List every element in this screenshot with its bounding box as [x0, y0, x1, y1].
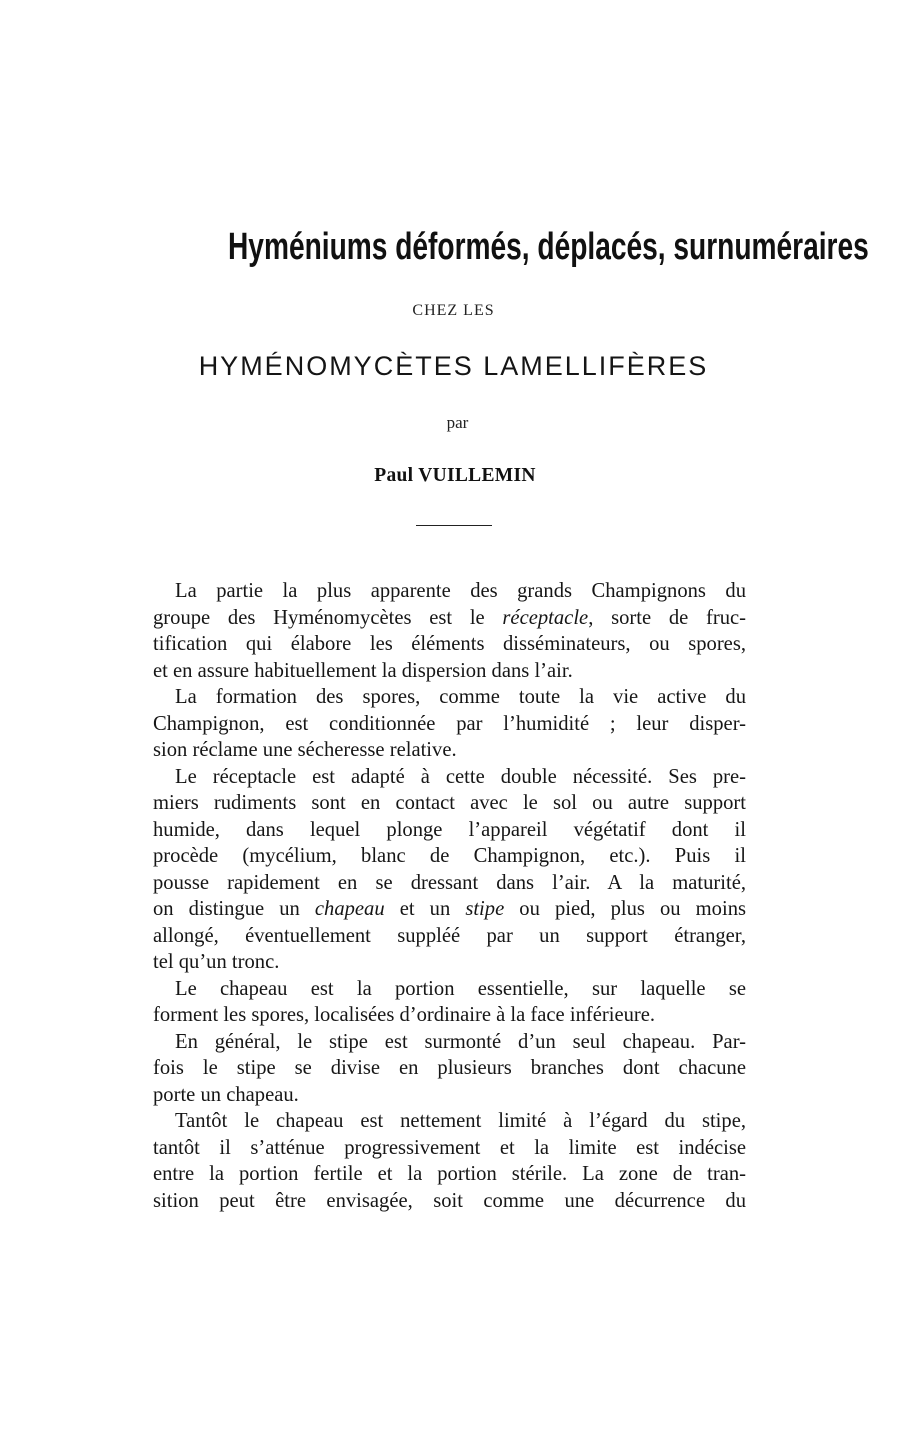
author-name: Paul VUILLEMIN [374, 465, 536, 486]
text-line: En général, le stipe est surmonté d’un seul chapeau. Par- [175, 1030, 746, 1053]
title-separator-rule [416, 525, 492, 526]
text-line: La formation des spores, comme toute la vie active du [175, 686, 746, 708]
text-line: Le chapeau est la portion essentielle, sur laquelle se [175, 977, 746, 1000]
text-line: pousse rapidement en se dressant dans l’air. A la maturité, [153, 871, 746, 894]
text-line: procède (mycélium, blanc de Champignon, etc.). Puis il [153, 845, 746, 867]
text-line: miers rudiments sont en contact avec le sol ou autre support [153, 792, 746, 814]
text-line: entre la portion fertile et la portion stérile. La zone de tran- [153, 1163, 746, 1185]
text-line: La partie la plus apparente des grands Champignons du [175, 580, 746, 602]
text-line: allongé, éventuellement suppléé par un support étranger, [153, 924, 746, 947]
emphasis: chapeau [314, 898, 385, 920]
text-line: sion réclame une sécheresse relative. [153, 739, 457, 761]
emphasis: réceptacle [502, 606, 589, 629]
text-line: humide, dans lequel plonge l’appareil végétatif dont il [153, 818, 746, 841]
text-line: tification qui élabore les éléments disséminateurs, ou spores, [153, 633, 746, 655]
text-line: porte un chapeau. [153, 1083, 299, 1106]
text-line: Champignon, est conditionnée par l’humidité ; leur disper- [153, 712, 746, 735]
text-line: forment les spores, localisées d’ordinaire à la face inférieure. [153, 1004, 656, 1026]
title-connector: CHEZ LES [412, 302, 495, 319]
byline-par: par [446, 413, 469, 432]
text-line: tantôt il s’atténue progressivement et la limite est indécise [153, 1136, 746, 1159]
text-line: sition peut être envisagée, soit comme une décurrence du [153, 1189, 746, 1212]
body-text [153, 578, 746, 1214]
emphasis: stipe [465, 898, 505, 920]
article-title: Hyméniums déformés, déplacés, surnuméraires [228, 226, 869, 268]
text-line: on distingue un chapeau et un stipe ou pied, plus ou moins [153, 898, 747, 920]
text-line: groupe des Hyménomycètes est le réceptacle, sorte de fruc- [153, 606, 747, 629]
text-line: Le réceptacle est adapté à cette double nécessité. Ses pre- [175, 765, 746, 788]
text-line: fois le stipe se divise en plusieurs branches dont chacune [153, 1057, 746, 1079]
text-line: Tantôt le chapeau est nettement limité à l’égard du stipe, [175, 1110, 746, 1132]
text-line: tel qu’un tronc. [153, 951, 280, 973]
article-subtitle: HYMÉNOMYCÈTES LAMELLIFÈRES [198, 351, 709, 381]
text-line: et en assure habituellement la dispersion dans l’air. [153, 659, 573, 682]
